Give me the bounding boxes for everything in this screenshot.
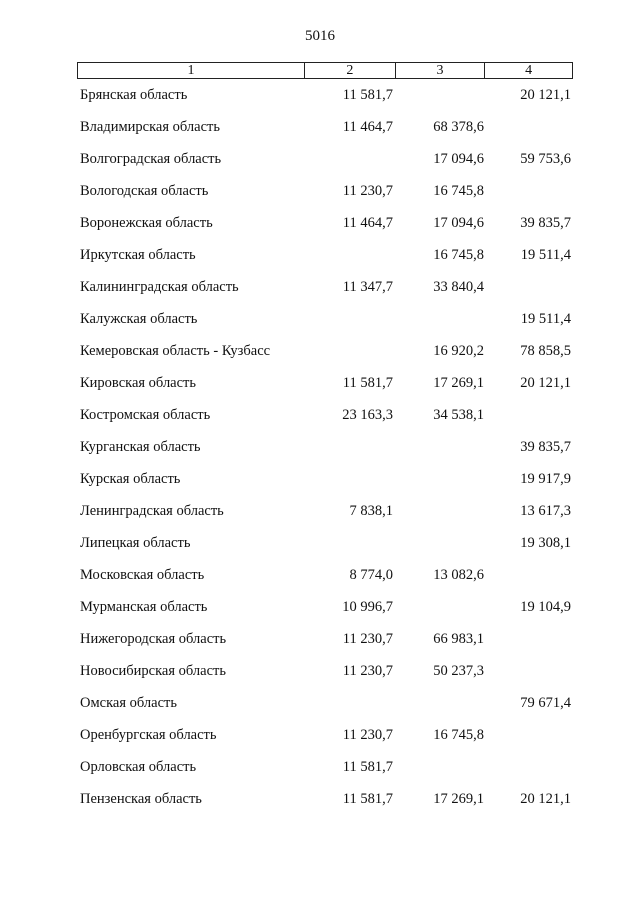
value-col-3: 68 378,6 (433, 119, 484, 135)
table-row (0, 694, 640, 726)
region-name: Вологодская область (80, 183, 209, 199)
region-name: Новосибирская область (80, 663, 226, 679)
region-name: Иркутская область (80, 247, 196, 263)
column-header-2: 2 (305, 63, 396, 78)
value-col-3: 66 983,1 (433, 631, 484, 647)
table-row (0, 502, 640, 534)
table-row (0, 758, 640, 790)
value-col-2: 11 230,7 (342, 663, 393, 679)
table-row (0, 534, 640, 566)
value-col-3: 17 269,1 (433, 375, 484, 391)
value-col-4: 59 753,6 (520, 151, 571, 167)
value-col-2: 11 581,7 (342, 791, 393, 807)
value-col-3: 16 745,8 (433, 727, 484, 743)
region-name: Калужская область (80, 311, 198, 327)
table-row (0, 118, 640, 150)
table-body (0, 86, 640, 822)
value-col-3: 33 840,4 (433, 279, 484, 295)
table-row (0, 406, 640, 438)
region-name: Нижегородская область (80, 631, 227, 647)
value-col-3: 16 920,2 (433, 343, 484, 359)
value-col-4: 19 511,4 (520, 247, 571, 263)
region-name: Кемеровская область - Кузбасс (80, 343, 271, 359)
table-row (0, 182, 640, 214)
region-name: Брянская область (80, 87, 188, 103)
table-row (0, 566, 640, 598)
value-col-4: 20 121,1 (520, 375, 571, 391)
table-row (0, 342, 640, 374)
value-col-3: 17 094,6 (433, 151, 484, 167)
value-col-2: 7 838,1 (349, 503, 393, 519)
value-col-4: 39 835,7 (520, 439, 571, 455)
value-col-4: 19 104,9 (520, 599, 571, 615)
region-name: Липецкая область (80, 535, 191, 551)
table-row (0, 150, 640, 182)
value-col-4: 19 308,1 (520, 535, 571, 551)
region-name: Мурманская область (80, 599, 208, 615)
value-col-2: 11 230,7 (342, 727, 393, 743)
column-header-3: 3 (396, 63, 486, 78)
table-row (0, 374, 640, 406)
value-col-3: 17 094,6 (433, 215, 484, 231)
region-name: Кировская область (80, 375, 197, 391)
value-col-2: 11 581,7 (342, 759, 393, 775)
value-col-3: 34 538,1 (433, 407, 484, 423)
value-col-3: 13 082,6 (433, 567, 484, 583)
region-name: Омская область (80, 695, 177, 711)
value-col-4: 79 671,4 (520, 695, 571, 711)
region-name: Костромская область (80, 407, 211, 423)
table-row (0, 630, 640, 662)
value-col-2: 11 464,7 (342, 119, 393, 135)
region-name: Орловская область (80, 759, 197, 775)
table-row (0, 278, 640, 310)
value-col-2: 11 230,7 (342, 183, 393, 199)
table-row (0, 438, 640, 470)
table-row (0, 310, 640, 342)
table-row (0, 662, 640, 694)
value-col-3: 50 237,3 (433, 663, 484, 679)
value-col-2: 11 464,7 (342, 215, 393, 231)
region-name: Московская область (80, 567, 205, 583)
value-col-2: 11 581,7 (342, 87, 393, 103)
value-col-3: 16 745,8 (433, 183, 484, 199)
value-col-4: 39 835,7 (520, 215, 571, 231)
value-col-4: 78 858,5 (520, 343, 571, 359)
column-header-4: 4 (525, 63, 533, 78)
region-name: Ленинградская область (80, 503, 224, 519)
column-header-row (77, 62, 573, 79)
region-name: Владимирская область (80, 119, 220, 135)
region-name: Воронежская область (80, 215, 213, 231)
region-name: Курская область (80, 471, 181, 487)
table-row (0, 214, 640, 246)
value-col-2: 11 581,7 (342, 375, 393, 391)
table-row (0, 86, 640, 118)
value-col-4: 13 617,3 (520, 503, 571, 519)
page-number: 5016 (305, 28, 335, 44)
table-row (0, 246, 640, 278)
table-row (0, 470, 640, 502)
table-row (0, 790, 640, 822)
value-col-2: 8 774,0 (349, 567, 393, 583)
region-name: Пензенская область (80, 791, 202, 807)
value-col-2: 23 163,3 (342, 407, 393, 423)
value-col-4: 19 511,4 (520, 311, 571, 327)
value-col-2: 11 347,7 (342, 279, 393, 295)
value-col-2: 10 996,7 (342, 599, 393, 615)
table-row (0, 726, 640, 758)
region-name: Калининградская область (80, 279, 239, 295)
value-col-2: 11 230,7 (342, 631, 393, 647)
value-col-4: 20 121,1 (520, 87, 571, 103)
table-row (0, 598, 640, 630)
column-header-1: 1 (78, 63, 305, 78)
region-name: Курганская область (80, 439, 201, 455)
region-name: Оренбургская область (80, 727, 217, 743)
value-col-4: 19 917,9 (520, 471, 571, 487)
value-col-4: 20 121,1 (520, 791, 571, 807)
region-name: Волгоградская область (80, 151, 222, 167)
value-col-3: 16 745,8 (433, 247, 484, 263)
value-col-3: 17 269,1 (433, 791, 484, 807)
